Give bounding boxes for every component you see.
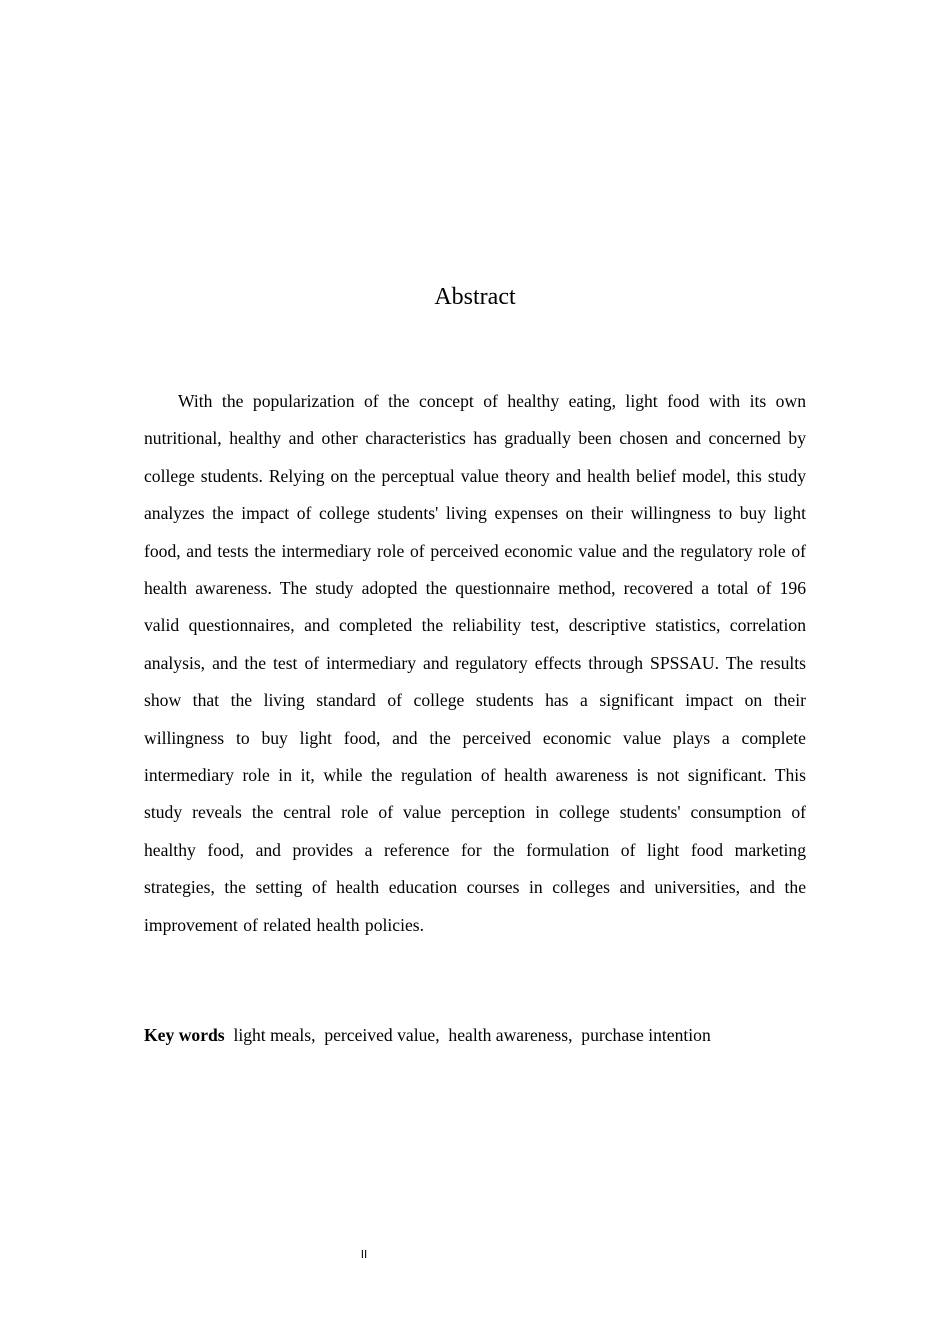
keyword-item: light meals,: [233, 1025, 316, 1045]
keyword-item: perceived value,: [324, 1025, 440, 1045]
keyword-item: purchase intention: [581, 1025, 711, 1045]
keyword-item: health awareness,: [448, 1025, 573, 1045]
keywords-label: Key words: [144, 1025, 225, 1045]
keywords-line: [144, 1021, 844, 1049]
abstract-title: Abstract: [434, 284, 516, 310]
page-number: II: [360, 1248, 368, 1261]
abstract-body-text: With the popularization of the concept of healthy eating, light food with its own nutritional, healthy and other characteristics has gradually been chosen and concerned by college students. Relying on the perceptual value theory and health belief model, this study analyzes the impact of college students' living expenses on their willingness to buy light food, and tests the intermediary role of perceived economic value and the regulatory role of health awareness. The study adopted the questionnaire method, recovered a total of 196 valid questionnaires, and completed the reliability test, descriptive statistics, correlation analysis, and the test of intermediary and regulatory effects through SPSSAU. The results show that the living standard of college students has a significant impact on their willingness to buy light food, and the perceived economic value plays a complete intermediary role in it, while the regulation of health awareness is not significant. This study reveals the central role of value perception in college students' consumption of healthy food, and provides a reference for the formulation of light food marketing strategies, the setting of health education courses in colleges and universities, and the improvement of related health policies.: [144, 391, 806, 935]
